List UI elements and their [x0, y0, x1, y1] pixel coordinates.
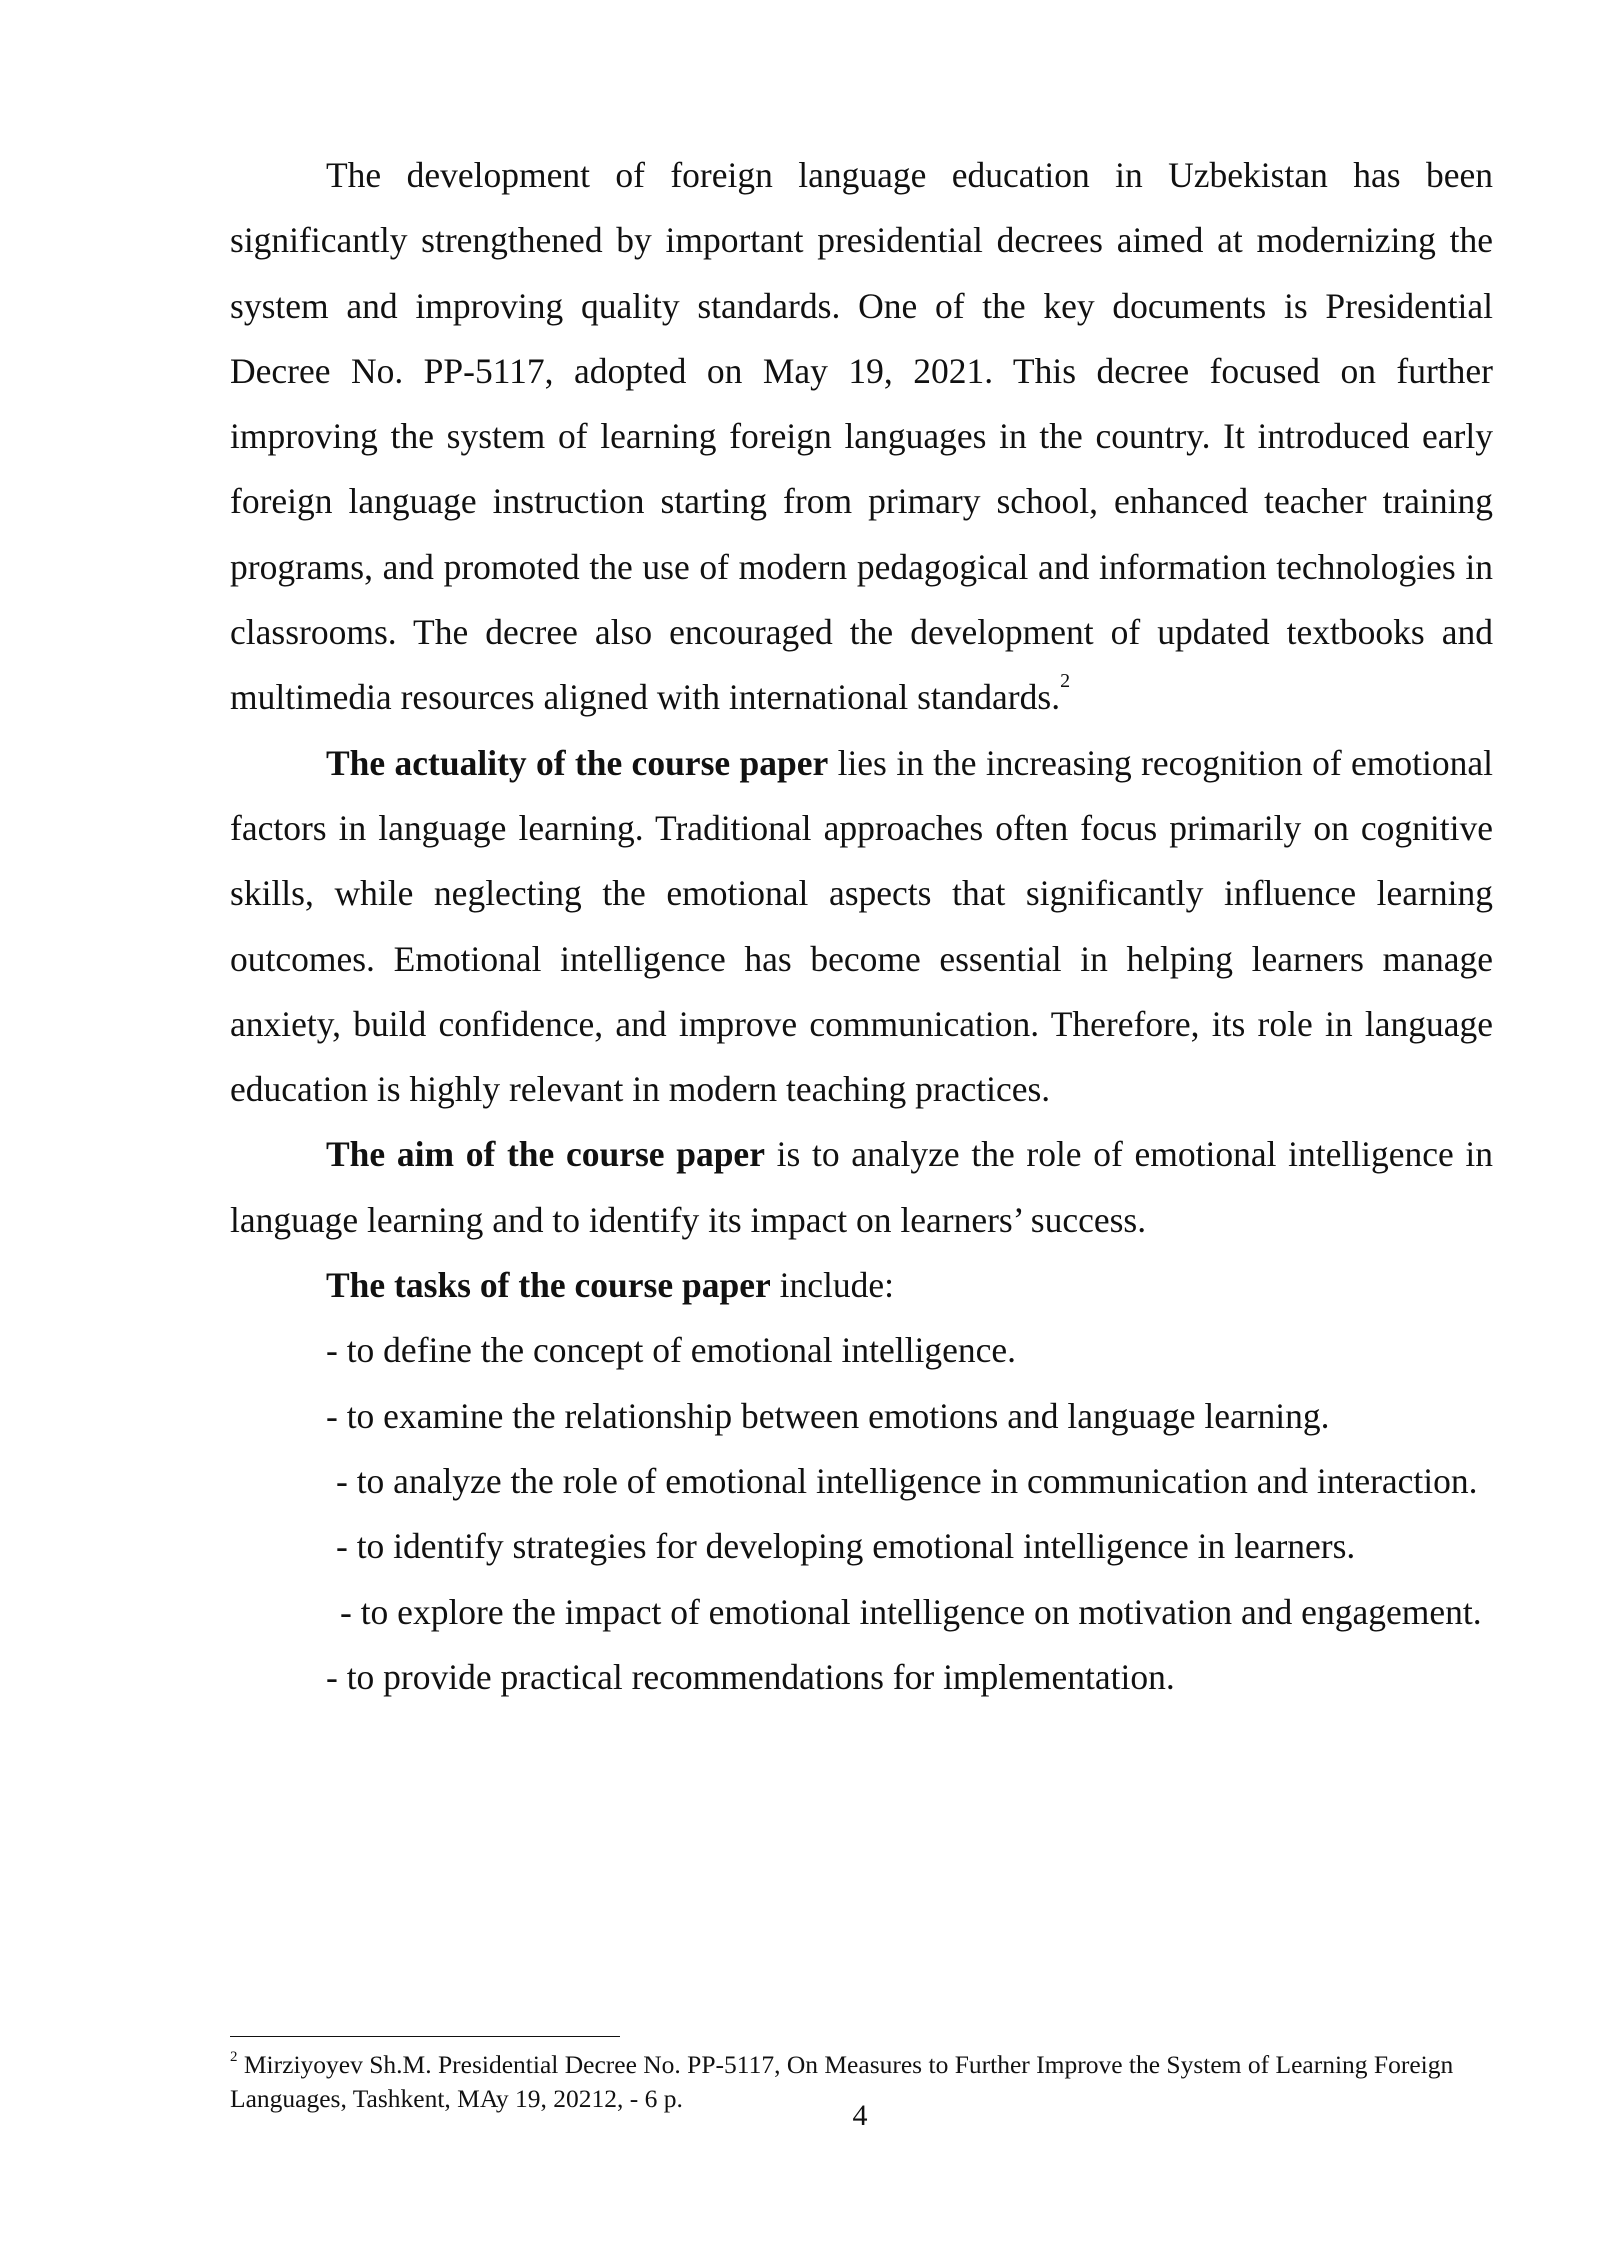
body-text	[230, 143, 1493, 1710]
task-item: - to analyze the role of emotional intelligence in communication and interaction.	[336, 1460, 1478, 1501]
footnote-marker: 2	[230, 2049, 238, 2065]
footnote-separator	[230, 2036, 620, 2037]
page-number: 4	[852, 2099, 868, 2132]
paragraph-intro-text: The development of foreign language education in Uzbekistan has been significantly strengthened by important presidential decrees aimed at modernizing the system and improving quality standards. One of the key documents is Presidential Decree No. PP-5117, adopted on May 19, 2021. This decree focused on further improving the system of learning foreign languages in the country. It introduced early foreign language instruction starting from primary school, enhanced teacher training programs, and promoted the use of modern pedagogical and information technologies in classrooms. The decree also encouraged the development of updated textbooks and multimedia resources aligned with international standards.	[230, 155, 1493, 718]
paragraph-tasks	[230, 1253, 1493, 1318]
aim-text: is to analyze the role of emotional intelligence in language learning and to identify its impact on learners’ success.	[230, 1134, 1493, 1240]
task-item: - to examine the relationship between emotions and language learning.	[326, 1395, 1330, 1436]
paragraph-intro	[230, 143, 1493, 731]
paragraph-aim	[230, 1122, 1493, 1253]
task-item: - to define the concept of emotional intelligence.	[326, 1330, 1017, 1371]
paragraph-actuality	[230, 731, 1493, 1123]
tasks-label: The tasks of the course paper	[326, 1265, 771, 1306]
task-item: - to identify strategies for developing emotional intelligence in learners.	[336, 1526, 1356, 1567]
aim-label: The aim of the course paper	[326, 1134, 765, 1175]
task-item: - to provide practical recommendations for implementation.	[326, 1656, 1175, 1697]
tasks-text: include:	[770, 1265, 894, 1306]
footnote-text: Mirziyoyev Sh.M. Presidential Decree No. PP-5117, On Measures to Further Improve the System of Learning Foreign Languages, Tashkent, MAy 19, 20212, - 6 p.	[230, 2050, 1454, 2113]
actuality-label: The actuality of the course paper	[326, 742, 829, 783]
actuality-text: lies in the increasing recognition of emotional factors in language learning. Traditional approaches often focus primarily on cognitive skills, while neglecting the emotional aspects that significantly influence learning outcomes. Emotional intelligence has become essential in helping learners manage anxiety, build confidence, and improve communication. Therefore, its role in language education is highly relevant in modern teaching practices.	[230, 742, 1493, 1110]
task-item: - to explore the impact of emotional intelligence on motivation and engagement.	[340, 1591, 1482, 1632]
footnote-reference[interactable]: 2	[1060, 670, 1071, 693]
